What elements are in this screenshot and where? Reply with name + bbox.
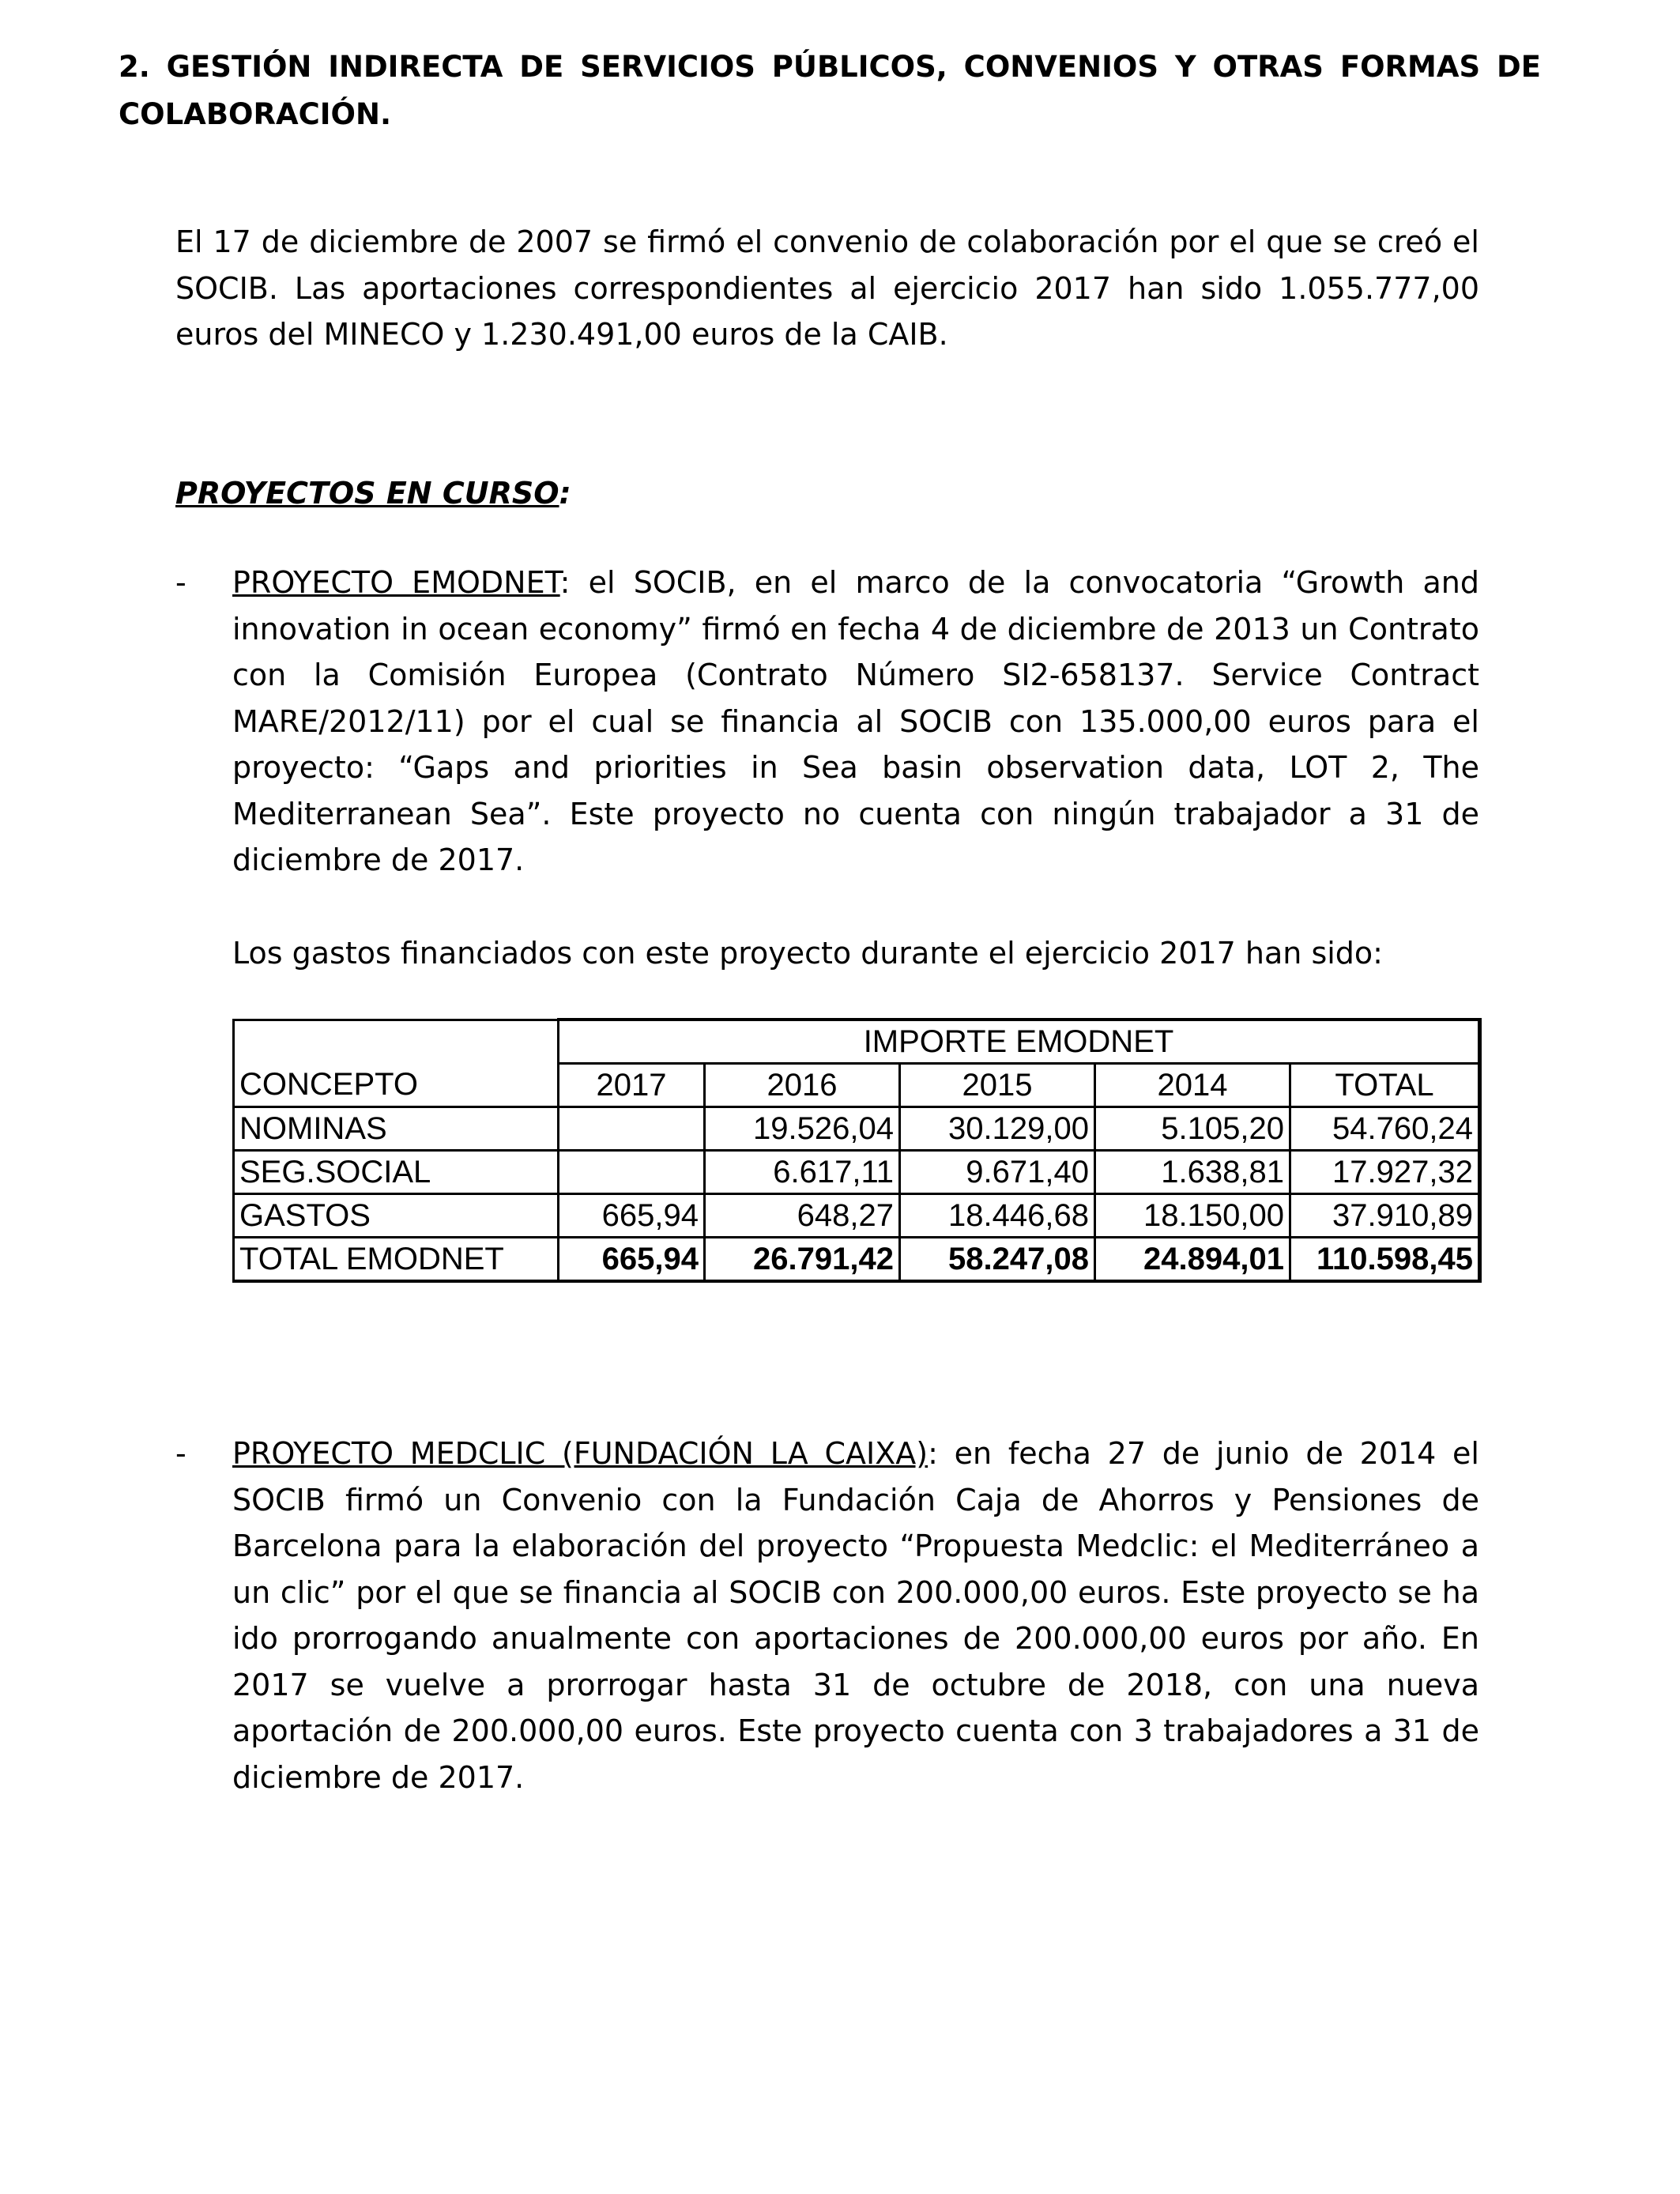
table-cell: 18.150,00: [1095, 1194, 1290, 1238]
table-year-header: 2014: [1095, 1064, 1290, 1107]
table-cell: 54.760,24: [1290, 1107, 1480, 1151]
emodnet-link: PROYECTO EMODNET: [232, 565, 560, 600]
projects-title: [175, 470, 571, 516]
table-row: [234, 1107, 1480, 1151]
projects-title-colon: :: [559, 476, 571, 511]
table-row-label: NOMINAS: [234, 1107, 559, 1151]
table-cell: 30.129,00: [900, 1107, 1095, 1151]
table-header-row-group: [234, 1020, 1480, 1064]
table-cell: 19.526,04: [705, 1107, 900, 1151]
table-total-label: TOTAL EMODNET: [234, 1238, 559, 1282]
table-row: [234, 1151, 1480, 1194]
table-total-cell: 665,94: [559, 1238, 705, 1282]
table-total-cell: 58.247,08: [900, 1238, 1095, 1282]
table-cell: 17.927,32: [1290, 1151, 1480, 1194]
table-row: [234, 1194, 1480, 1238]
table-year-header: 2015: [900, 1064, 1095, 1107]
emodnet-paragraph: [232, 560, 1479, 884]
table-total-cell: 26.791,42: [705, 1238, 900, 1282]
table-concept-header: CONCEPTO: [234, 1064, 559, 1107]
medclic-link: PROYECTO MEDCLIC (FUNDACIÓN LA CAIXA): [232, 1436, 929, 1471]
medclic-text: : en fecha 27 de junio de 2014 el SOCIB firmó un Convenio con la Fundación Caja de Ahorros y Pensiones de Barcelona para la elaboración del proyecto “Propuesta Medclic: el Mediterráneo a un clic” por el que se financia al SOCIB con 200.000,00 euros. Este proyecto se ha ido prorrogando anualmente con aportaciones de 200.000,00 euros por año. En 2017 se vuelve a prorrogar hasta 31 de octubre de 2018, con una nueva aportación de 200.000,00 euros. Este proyecto cuenta con 3 trabajadores a 31 de diciembre de 2017.: [232, 1436, 1479, 1795]
table-total-cell: 110.598,45: [1290, 1238, 1480, 1282]
emodnet-gastos-intro: Los gastos financiados con este proyecto durante el ejercicio 2017 han sido:: [232, 936, 1383, 971]
table-total-header: TOTAL: [1290, 1064, 1480, 1107]
table-cell: 665,94: [559, 1194, 705, 1238]
table-total-row: [234, 1238, 1480, 1282]
bullet-medclic: -: [175, 1436, 186, 1471]
table-cell: 648,27: [705, 1194, 900, 1238]
table-cell: [559, 1107, 705, 1151]
bullet-emodnet: -: [175, 565, 186, 600]
projects-title-text: PROYECTOS EN CURSO: [175, 476, 559, 511]
table-row-label: SEG.SOCIAL: [234, 1151, 559, 1194]
table-cell: 6.617,11: [705, 1151, 900, 1194]
table-cell: 18.446,68: [900, 1194, 1095, 1238]
section-heading: 2. GESTIÓN INDIRECTA DE SERVICIOS PÚBLICOS, CONVENIOS Y OTRAS FORMAS DE COLABORACIÓN.: [119, 50, 1541, 131]
table-year-header: 2016: [705, 1064, 900, 1107]
emodnet-table: [232, 1018, 1482, 1283]
medclic-paragraph: [232, 1431, 1479, 1800]
table-group-header: IMPORTE EMODNET: [559, 1020, 1480, 1064]
table-corner-cell: [234, 1020, 559, 1064]
table-cell: 5.105,20: [1095, 1107, 1290, 1151]
intro-paragraph: El 17 de diciembre de 2007 se firmó el convenio de colaboración por el que se creó el SOCIB. Las aportaciones correspondientes al ejercicio 2017 han sido 1.055.777,00 euros del MINECO y 1.230.491,00 euros de la CAIB.: [175, 224, 1479, 352]
table-cell: 9.671,40: [900, 1151, 1095, 1194]
table-header-row-years: [234, 1064, 1480, 1107]
table-total-cell: 24.894,01: [1095, 1238, 1290, 1282]
table-cell: 1.638,81: [1095, 1151, 1290, 1194]
table-cell: [559, 1151, 705, 1194]
table-year-header: 2017: [559, 1064, 705, 1107]
emodnet-text: : el SOCIB, en el marco de la convocatoria “Growth and innovation in ocean economy” firmó en fecha 4 de diciembre de 2013 un Contrato con la Comisión Europea (Contrato Número SI2-658137. Service Contract MARE/2012/11) por el cual se financia al SOCIB con 135.000,00 euros para el proyecto: “Gaps and priorities in Sea basin observation data, LOT 2, The Mediterranean Sea”. Este proyecto no cuenta con ningún trabajador a 31 de diciembre de 2017.: [232, 565, 1480, 877]
table-row-label: GASTOS: [234, 1194, 559, 1238]
table-cell: 37.910,89: [1290, 1194, 1480, 1238]
